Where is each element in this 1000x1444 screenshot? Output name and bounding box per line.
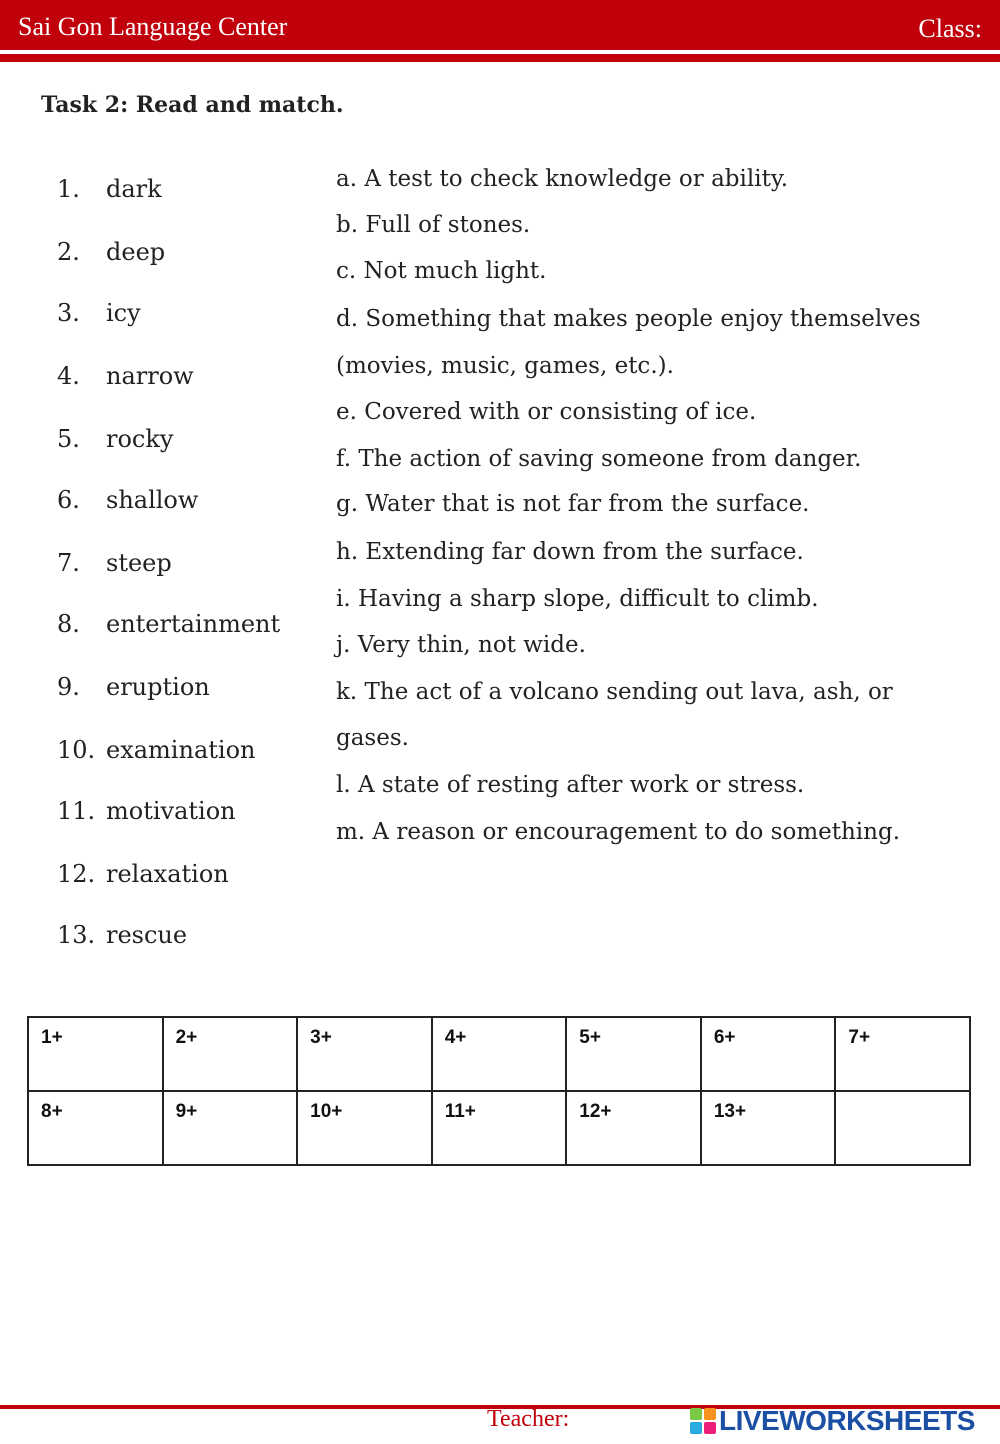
header-divider [0, 54, 1000, 62]
answer-cell[interactable]: 6+ [701, 1017, 836, 1091]
word-number: 13. [57, 921, 96, 949]
liveworksheets-logo-icon [690, 1408, 716, 1434]
word-number: 12. [57, 860, 96, 888]
answer-cell[interactable]: 10+ [297, 1091, 432, 1165]
definition-line: (movies, music, games, etc.). [336, 353, 674, 379]
answer-cell-empty[interactable] [835, 1091, 970, 1165]
word-text: steep [106, 549, 172, 577]
school-name: Sai Gon Language Center [18, 12, 288, 41]
word-text: entertainment [106, 610, 281, 638]
definition-line: k. The act of a volcano sending out lava, ash, or [336, 679, 893, 705]
definition-line: h. Extending far down from the surface. [336, 539, 804, 565]
definition-line: f. The action of saving someone from danger. [336, 446, 862, 472]
answer-cell[interactable]: 13+ [701, 1091, 836, 1165]
word-number: 5. [57, 425, 80, 453]
answer-row [28, 1091, 970, 1165]
definition-line: i. Having a sharp slope, difficult to climb. [336, 586, 819, 612]
word-number: 10. [57, 736, 96, 764]
task-title: Task 2: Read and match. [41, 92, 344, 118]
word-number: 4. [57, 362, 80, 390]
class-label: Class: [918, 14, 982, 43]
word-text: icy [106, 299, 141, 327]
definition-line: l. A state of resting after work or stress. [336, 772, 805, 798]
word-text: relaxation [106, 860, 229, 888]
word-text: rescue [106, 921, 188, 949]
answer-cell[interactable]: 4+ [432, 1017, 567, 1091]
answer-cell[interactable]: 7+ [835, 1017, 970, 1091]
teacher-label: Teacher: [487, 1406, 570, 1432]
answer-cell[interactable]: 9+ [163, 1091, 298, 1165]
answer-cell[interactable]: 2+ [163, 1017, 298, 1091]
answer-cell[interactable]: 5+ [566, 1017, 701, 1091]
definition-line: a. A test to check knowledge or ability. [336, 166, 789, 192]
word-number: 3. [57, 299, 80, 327]
word-number: 1. [57, 175, 80, 203]
answer-cell[interactable]: 8+ [28, 1091, 163, 1165]
word-number: 8. [57, 610, 80, 638]
word-number: 11. [57, 797, 96, 825]
definition-line: gases. [336, 725, 409, 751]
answer-cell[interactable]: 1+ [28, 1017, 163, 1091]
word-text: dark [106, 175, 162, 203]
answer-table [27, 1016, 971, 1166]
definition-line: c. Not much light. [336, 258, 547, 284]
word-number: 9. [57, 673, 80, 701]
word-text: deep [106, 238, 166, 266]
word-text: shallow [106, 486, 199, 514]
word-number: 6. [57, 486, 80, 514]
definition-line: d. Something that makes people enjoy themselves [336, 306, 921, 332]
answer-cell[interactable]: 11+ [432, 1091, 567, 1165]
word-text: examination [106, 736, 256, 764]
answer-cell[interactable]: 3+ [297, 1017, 432, 1091]
word-text: eruption [106, 673, 210, 701]
word-number: 2. [57, 238, 80, 266]
answer-cell[interactable]: 12+ [566, 1091, 701, 1165]
word-text: rocky [106, 425, 174, 453]
definition-line: b. Full of stones. [336, 212, 531, 238]
word-number: 7. [57, 549, 80, 577]
word-text: narrow [106, 362, 194, 390]
definition-line: g. Water that is not far from the surface. [336, 491, 810, 517]
answer-row [28, 1017, 970, 1091]
brand-name: LIVEWORKSHEETS [719, 1405, 975, 1436]
word-text: motivation [106, 797, 236, 825]
definition-line: j. Very thin, not wide. [336, 632, 586, 658]
definition-line: e. Covered with or consisting of ice. [336, 399, 757, 425]
definition-line: m. A reason or encouragement to do something. [336, 819, 901, 845]
liveworksheets-logo [690, 1406, 975, 1436]
